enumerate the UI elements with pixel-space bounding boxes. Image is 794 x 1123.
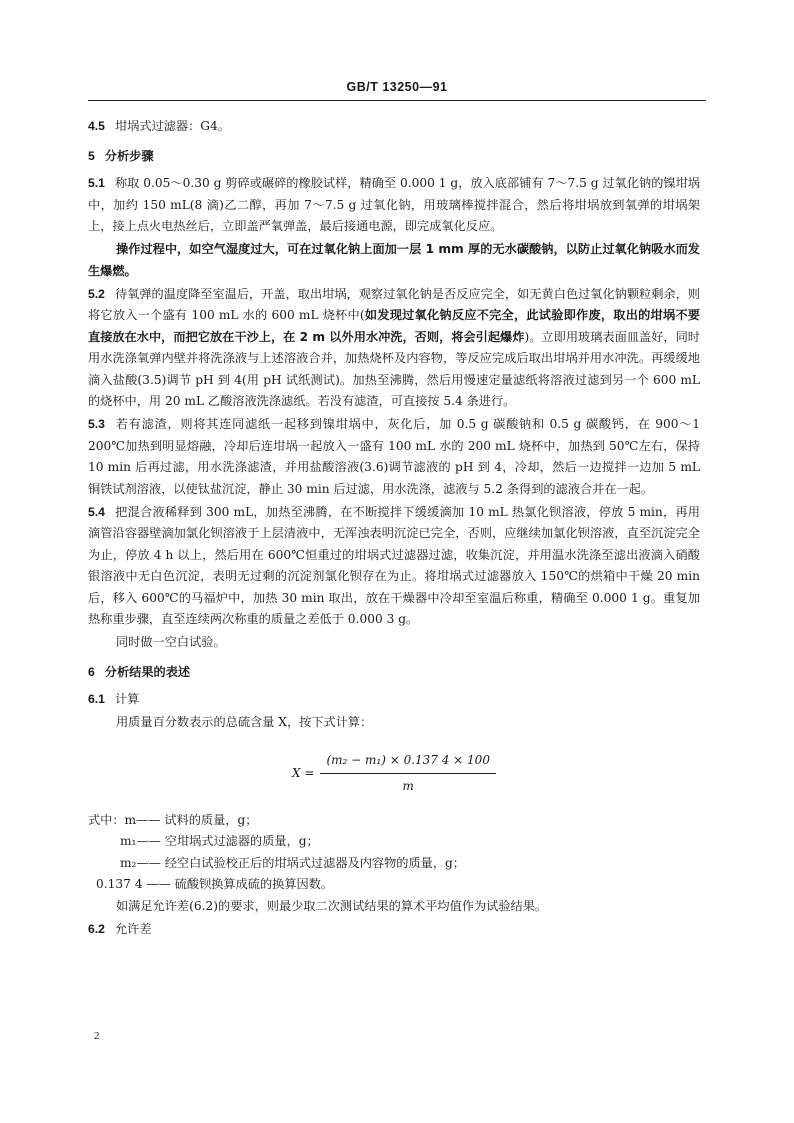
- standard-code-header: GB/T 13250—91: [346, 80, 448, 94]
- formula-denominator: m: [402, 779, 414, 793]
- formula-numerator: (m₂ − m₁) × 0.137 4 × 100: [320, 750, 496, 775]
- clause-text: 坩埚式过滤器：G4。: [114, 119, 230, 133]
- formula-lhs: X =: [292, 765, 315, 780]
- clause-text: 把混合液稀释到 300 mL，加热至沸腾，在不断搅拌下缓缓滴加 10 mL 热氯化钡溶液，停放 5 min，再用滴管沿容器壁滴加氯化钡溶液于上层清液中，无浑浊表明沉淀已完全，否则，应继续加氯化钡溶液，直至沉淀完全为止，停放 4 h 以上，然后用在 600℃恒重过的坩埚式过滤器过滤，收集沉淀，并用温水洗涤至滤出液滴入硝酸银溶液中无白色沉淀，表明无过剩的沉淀剂氯化钡存在为止。将坩埚式过滤器放入 150℃的烘箱中干燥 20 min 后，移入 600℃的马福炉中，加热 30 min 取出，放在干燥器中冷却至室温后称重，精确至 0.000 1 g。重复加热称重步骤，直至连续两次称重的质量之差低于 0.000 3 g。: [88, 504, 700, 626]
- clause-number: 5.1: [88, 176, 105, 190]
- document-body: [88, 116, 700, 942]
- clause-text: 称取 0.05～0.30 g 剪碎或碾碎的橡胶试样，精确至 0.000 1 g，放入底部铺有 7～7.5 g 过氧化钠的镍坩埚中，加约 150 mL(8 滴)乙二醇，再加 7～7.5 g 过氧化钠，用玻璃棒搅拌混合，然后将坩埚放到氧弹的坩埚架上，接上点火电热丝后，立即盖严氧弹盖，最后接通电源，即完成氧化反应。: [88, 176, 700, 233]
- clause-number: 6.1: [88, 692, 105, 706]
- clause-number: 5.3: [88, 417, 105, 431]
- clause-warning-inline: 如发现过氧化钠反应不完全，此试验即作废，取出的坩埚不要直接放在水中，而把它放在干沙上，在 2 m 以外用水冲洗，否则，将会引起爆炸: [88, 308, 700, 344]
- clause-text: 若有滤渣，则将其连同滤纸一起移到镍坩埚中，灰化后，加 0.5 g 碳酸钠和 0.5 g 碳酸钙，在 900～1 200℃加热到明显熔融，冷却后连坩埚一起放入一盛有 100 mL 水的 200 mL 烧杯中，加热到 50℃左右，保持 10 min 后再过滤，用水洗涤滤渣，并用盐酸溶液(3.6)调节滤液的 pH 到 4，冷却，然后一边搅拌一边加 5 mL 铜铁试剂溶液，以使钛盐沉淀，静止 30 min 后过滤，用水洗涤，滤液与 5.2 条得到的滤液合并在一起。: [88, 417, 700, 496]
- header-divider: [88, 100, 706, 101]
- clause-6-1-heading: [88, 689, 700, 711]
- section-6-heading: [88, 662, 700, 684]
- clause-number: 4.5: [88, 119, 105, 133]
- where-factor: 0.137 4 —— 硫酸钡换算成硫的换算因数。: [96, 877, 334, 891]
- clause-6-2-heading: [88, 919, 700, 941]
- section-number: 6: [88, 664, 95, 679]
- where-m1: m₁—— 空坩埚式过滤器的质量，g；: [120, 834, 319, 848]
- where-m2: m₂—— 经空白试验校正后的坩埚式过滤器及内容物的质量，g；: [120, 855, 465, 870]
- clause-number: 5.2: [88, 286, 105, 301]
- formula-intro: 用质量百分数表示的总硫含量 X，按下式计算：: [116, 715, 373, 729]
- section-title: 分析结果的表述: [104, 664, 191, 679]
- clause-5-1-warning: 操作过程中，如空气湿度过大，可在过氧化钠上面加一层 1 mm 厚的无水碳酸钠，以防止过氧化钠吸水而发生爆燃。: [88, 242, 700, 278]
- clause-number: 6.2: [88, 921, 105, 936]
- clause-text-b: )。立即用玻璃表面皿盖好，同时用水洗涤氧弹内壁并将洗涤液与上述溶液合并，加热烧杯及内容物，等反应完成后取出坩埚并用水冲洗。再缓缓地滴入盐酸(3.5)调节 pH 到 4(用 pH 试纸测试)。加热至沸腾，然后用慢速定量滤纸将溶液过滤到另一个 600 mL 的烧杯中，用 20 mL 乙酸溶液洗涤滤纸。若没有滤渣，可直接按 5.4 条进行。: [88, 329, 700, 408]
- section-5-heading: [88, 146, 700, 168]
- clause-5-1: [88, 173, 700, 238]
- clause-4-5: [88, 116, 700, 138]
- clause-text-a: 待氧弹的温度降至室温后，开盖，取出坩埚，观察过氧化钠是否反应完全，如无黄白色过氧化钠颗粒剩余，则将它放入一个盛有 100 mL 水的 600 mL 烧杯中(: [88, 286, 700, 322]
- clause-5-3: [88, 414, 700, 500]
- sulfur-content-formula: [88, 750, 700, 798]
- result-note: 如满足允许差(6.2)的要求，则最少取二次测试结果的算术平均值作为试验结果。: [116, 898, 548, 913]
- clause-title: 允许差: [114, 921, 152, 936]
- page-number: 2: [94, 1030, 100, 1042]
- clause-title: 计算: [114, 692, 140, 706]
- formula-fraction: [320, 750, 496, 798]
- where-m: 式中：m—— 试料的质量，g；: [88, 812, 258, 827]
- clause-number: 5.4: [88, 504, 105, 519]
- clause-5-4: [88, 502, 700, 631]
- blank-test-note: 同时做一空白试验。: [116, 635, 226, 649]
- section-number: 5: [88, 148, 95, 163]
- clause-5-2: [88, 284, 700, 413]
- section-title: 分析步骤: [104, 148, 154, 163]
